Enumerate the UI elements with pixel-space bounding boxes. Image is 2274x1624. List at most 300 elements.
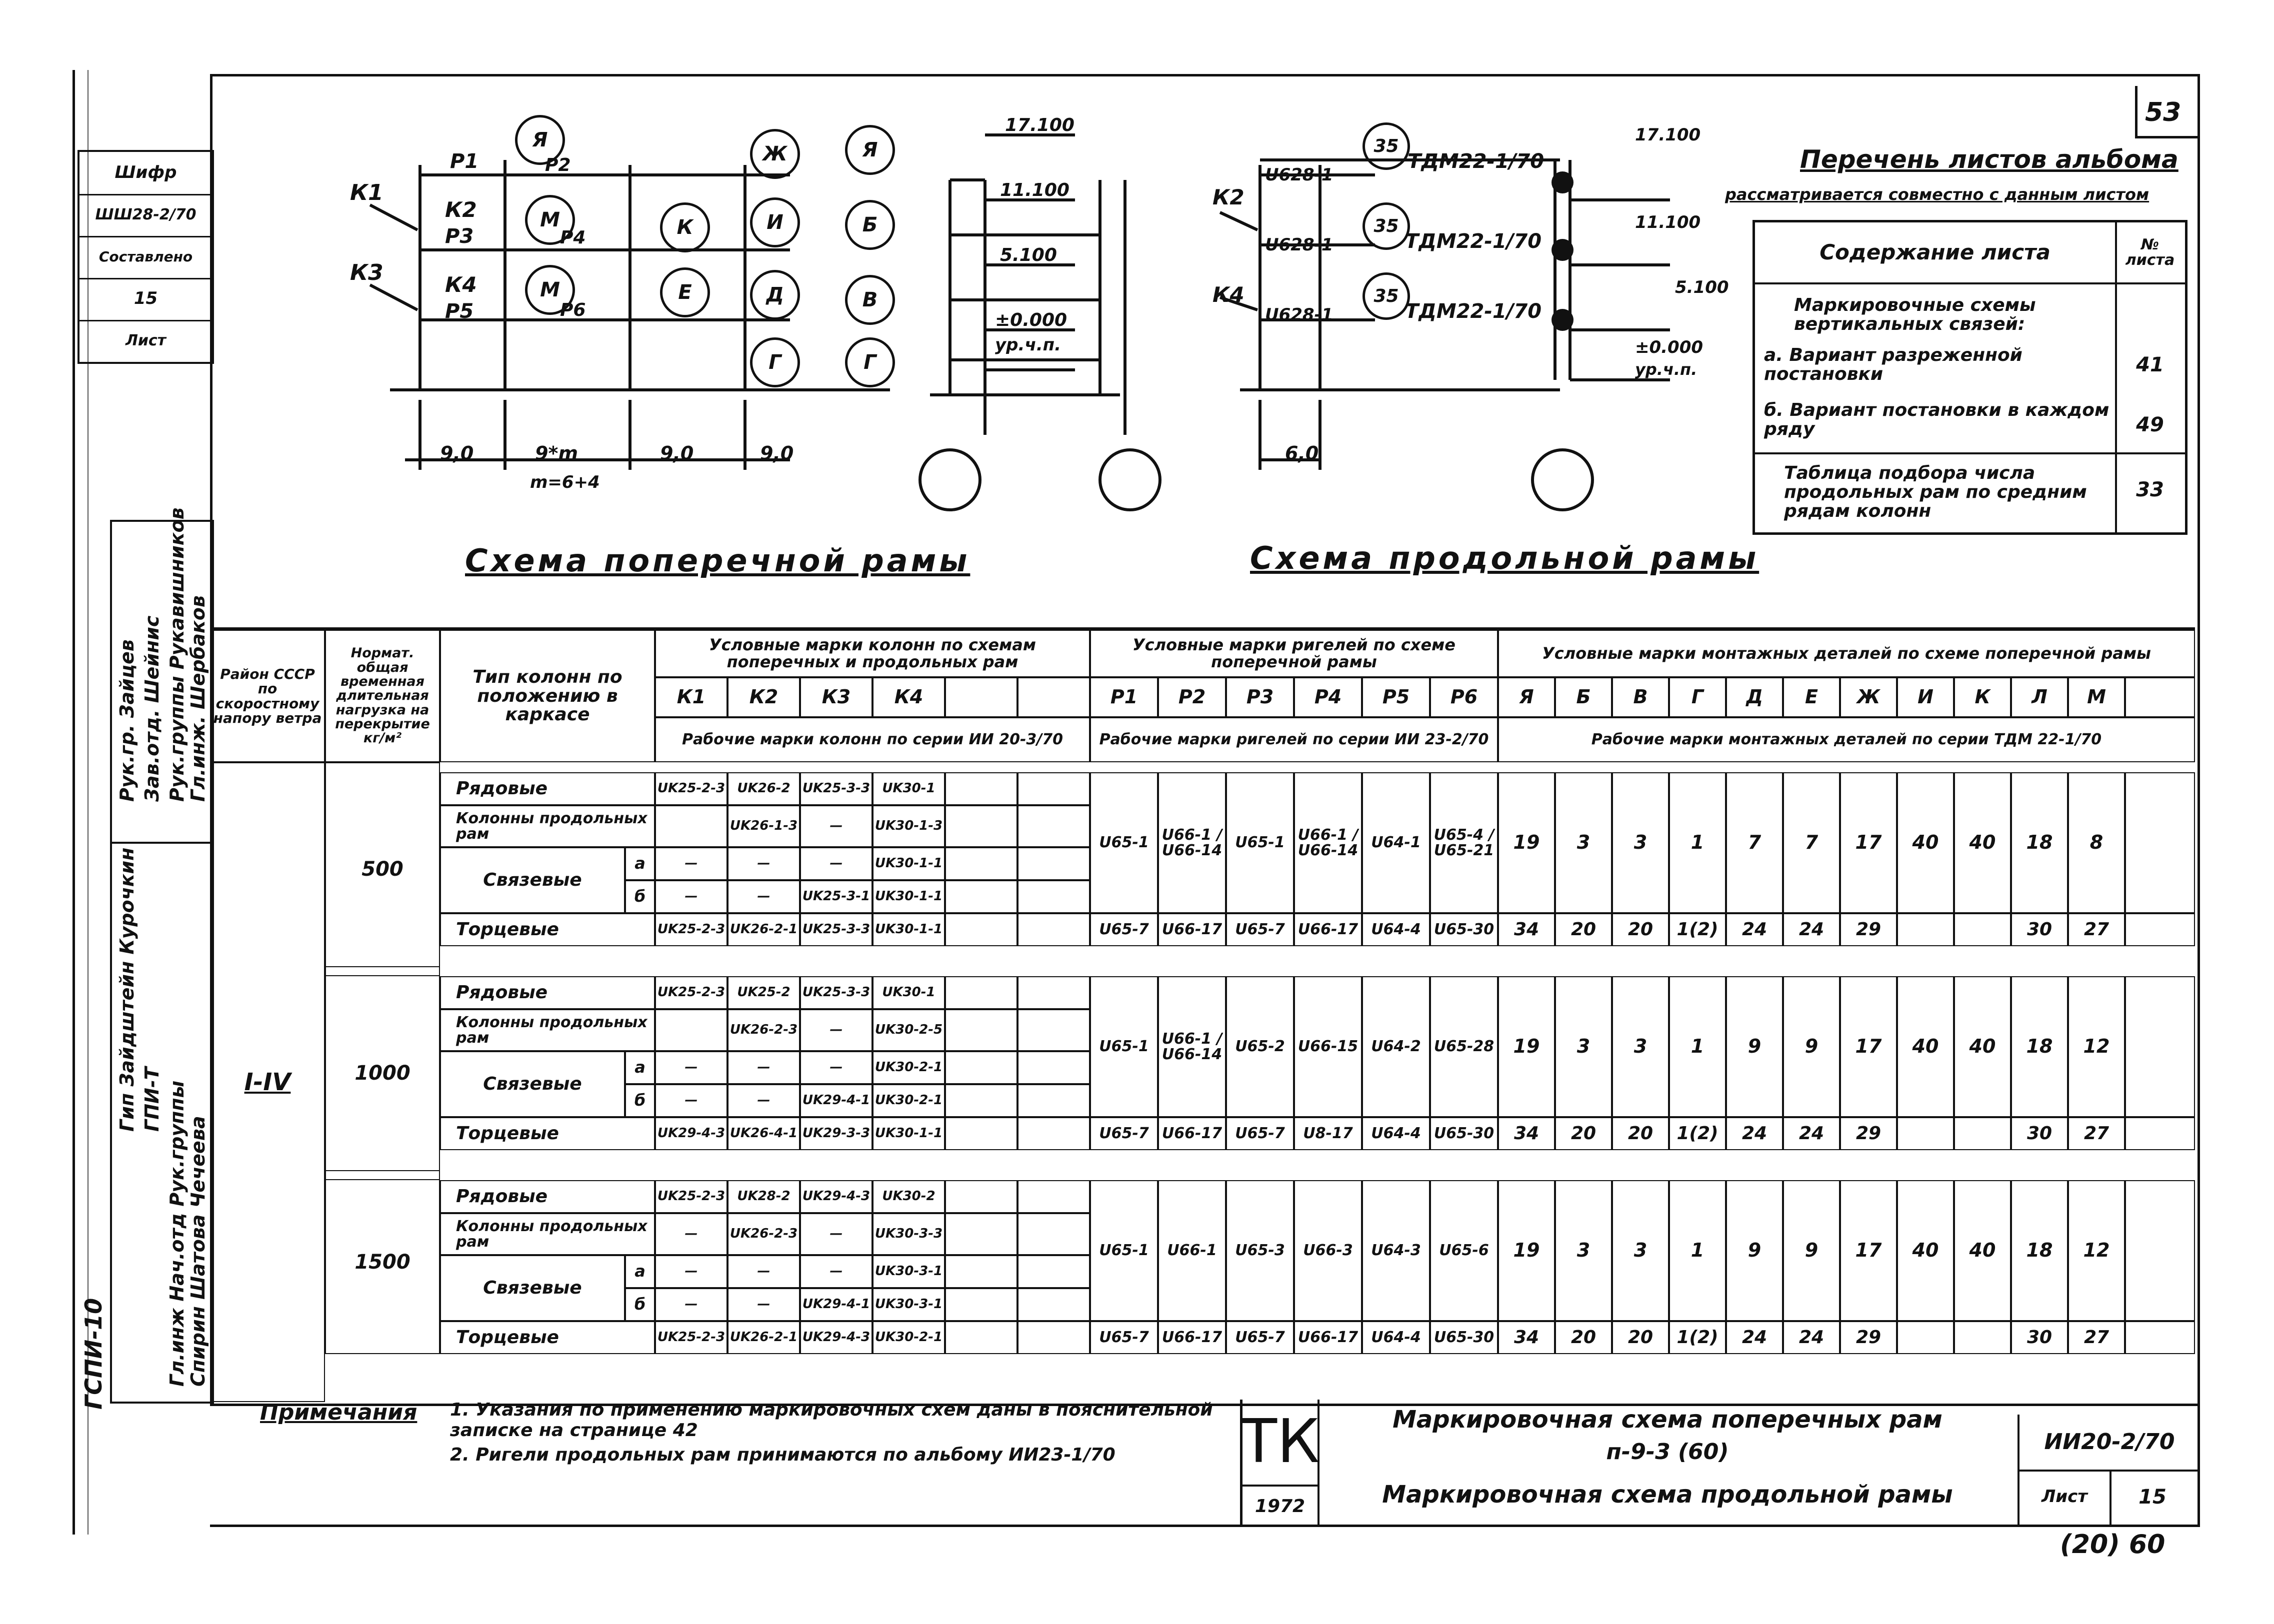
det-mark-5: Д (1726, 677, 1783, 717)
rig-end-1-3: U65-7 (1226, 913, 1294, 946)
region-cell: I-IV (210, 762, 325, 1402)
section-a-level-4: ±0.000 (995, 310, 1068, 330)
cross-label-k1: К1 (350, 180, 384, 205)
rig-end-1-5: U64-4 (1362, 913, 1430, 946)
rig-end-3-1: U65-7 (1090, 1321, 1158, 1354)
col-cell-spare-b-3-2 (1018, 1213, 1090, 1255)
long-level-2: 11.100 (1635, 212, 1701, 232)
node-circle-b: Б (845, 200, 895, 250)
det-end-2-8 (1897, 1117, 1954, 1150)
rig-main-2-4: U66-15 (1294, 976, 1362, 1117)
col-cell-1-5-1: UK25-2-3 (655, 913, 728, 946)
type-end-3: Торцевые (440, 1321, 655, 1354)
rig-end-3-5: U64-4 (1362, 1321, 1430, 1354)
node-circle-g2: Г (845, 337, 895, 387)
rig-main-1-3: U65-1 (1226, 772, 1294, 913)
rig-end-2-2: U66-17 (1158, 1117, 1226, 1150)
node-circle-v: В (845, 275, 895, 325)
col-cell-3-2-2: UK26-2-3 (728, 1213, 800, 1255)
col-cell-2-4-4: UK30-2-1 (872, 1084, 945, 1117)
det-end-3-8 (1897, 1321, 1954, 1354)
type-bracing-3: Связевые (440, 1255, 625, 1321)
type-bracing-b-2: б (625, 1084, 655, 1117)
index-row-3-num: 49 (2136, 413, 2164, 436)
rig-mark-4: Р4 (1294, 677, 1362, 717)
det-mark-3: В (1612, 677, 1669, 717)
rig-end-3-6: U65-30 (1430, 1321, 1498, 1354)
rig-end-3-2: U66-17 (1158, 1321, 1226, 1354)
type-bracing-2: Связевые (440, 1051, 625, 1117)
rig-main-2-5: U64-2 (1362, 976, 1430, 1117)
section-a-level-3: 5.100 (1000, 245, 1057, 265)
cross-label-p2: Р2 (545, 155, 571, 175)
det-end-3-9 (1954, 1321, 2011, 1354)
index-row-2: а. Вариант разреженной постановки (1764, 345, 2022, 384)
header-load: Нормат. общая временная длительная нагрузка на перекрытие кг/м² (325, 630, 440, 762)
col-cell-1-4-2: — (728, 880, 800, 913)
col-cell-1-2-4: UK30-1-3 (872, 805, 945, 847)
rig-end-2-4: U8-17 (1294, 1117, 1362, 1150)
rig-mark-5: Р5 (1362, 677, 1430, 717)
det-end-3-10: 30 (2011, 1321, 2068, 1354)
col-cell-2-1-2: UK25-2 (728, 976, 800, 1009)
col-cell-1-4-4: UK30-1-1 (872, 880, 945, 913)
rig-end-1-4: U66-17 (1294, 913, 1362, 946)
title-line-3: Маркировочная схема продольной рамы (1382, 1480, 1953, 1509)
col-cell-spare-b-3-5 (1018, 1321, 1090, 1354)
det-end-3-3: 20 (1612, 1321, 1669, 1354)
det-end-1-2: 20 (1555, 913, 1612, 946)
rig-end-2-6: U65-30 (1430, 1117, 1498, 1150)
rig-main-3-4: U66-3 (1294, 1180, 1362, 1321)
rig-main-2-1: U65-1 (1090, 976, 1158, 1117)
det-end-1-7: 29 (1840, 913, 1897, 946)
title-year: 1972 (1242, 1485, 1320, 1527)
det-end-2-5: 24 (1726, 1117, 1783, 1150)
rig-main-1-1: U65-1 (1090, 772, 1158, 913)
type-row-2: Рядовые (440, 976, 655, 1009)
det-end-3-4: 1(2) (1669, 1321, 1726, 1354)
node-circle-g1: Г (750, 337, 800, 387)
col-cell-3-4-4: UK30-3-1 (872, 1288, 945, 1321)
rig-end-2-1: U65-7 (1090, 1117, 1158, 1150)
col-cell-1-5-3: UK25-3-3 (800, 913, 872, 946)
title-block (1240, 1400, 2200, 1527)
det-mark-11: М (2068, 677, 2125, 717)
col-cell-2-3-1: — (655, 1051, 728, 1084)
binding-strip (72, 70, 75, 1535)
load-3: 1500 (325, 1170, 440, 1354)
det-end-1-10: 30 (2011, 913, 2068, 946)
det-main-1-1: 19 (1498, 772, 1555, 913)
stamp-line-5: Лист (125, 332, 166, 350)
stamp-line-1: Шифр (80, 152, 212, 195)
node-circle-m2: М (525, 265, 575, 315)
det-end-3-7: 29 (1840, 1321, 1897, 1354)
sheet-label: Лист (2018, 1470, 2112, 1525)
col-cell-3-2-3: — (800, 1213, 872, 1255)
det-main-3-6: 9 (1783, 1180, 1840, 1321)
rig-main-1-5: U64-1 (1362, 772, 1430, 913)
cross-label-p4: Р4 (560, 227, 586, 248)
long-level-1: 17.100 (1635, 125, 1701, 145)
rig-mark-3: Р3 (1226, 677, 1294, 717)
det-mark-6: Е (1783, 677, 1840, 717)
det-mark-10: Л (2011, 677, 2068, 717)
det-main-1-11: 8 (2068, 772, 2125, 913)
col-cell-3-3-2: — (728, 1255, 800, 1288)
col-cell-1-4-3: UK25-3-1 (800, 880, 872, 913)
rig-mark-6: Р6 (1430, 677, 1498, 717)
type-bracing-a-2: а (625, 1051, 655, 1084)
rig-main-3-1: U65-1 (1090, 1180, 1158, 1321)
type-bracing-a-3: а (625, 1255, 655, 1288)
signature-lower-4: Спирин Шатова Чечеева (187, 1116, 209, 1387)
node-circle-m1: М (525, 195, 575, 245)
signature-upper-3: Рук.группы Рукавишников (166, 507, 188, 802)
col-cell-2-5-4: UK30-1-1 (872, 1117, 945, 1150)
col-cell-2-1-3: UK25-3-3 (800, 976, 872, 1009)
det-main-1-9: 40 (1954, 772, 2011, 913)
col-cell-1-3-4: UK30-1-1 (872, 847, 945, 880)
col-mark-3: К3 (800, 677, 872, 717)
det-main-spare-3 (2125, 1180, 2195, 1321)
det-main-1-5: 7 (1726, 772, 1783, 913)
cross-dim-2: 9*m (535, 442, 578, 464)
col-cell-1-4-1: — (655, 880, 728, 913)
col-cell-2-2-4: UK30-2-5 (872, 1009, 945, 1051)
header-rig-work: Рабочие марки ригелей по серии ИИ 23-2/70 (1090, 717, 1498, 762)
type-bracing-b-1: б (625, 880, 655, 913)
node-circle-ya2: Я (845, 125, 895, 175)
notes-block (210, 1400, 1240, 1527)
det-main-1-8: 40 (1897, 772, 1954, 913)
col-cell-2-5-1: UK29-4-3 (655, 1117, 728, 1150)
det-end-spare-3 (2125, 1321, 2195, 1354)
index-row-4: Таблица подбора числа продольных рам по средним рядам колонн (1784, 463, 2087, 521)
col-cell-2-4-3: UK29-4-1 (800, 1084, 872, 1117)
signature-lower-2: ГПИ-Т (141, 1067, 163, 1132)
cross-label-p3: Р3 (445, 225, 474, 248)
type-bracing-a-1: а (625, 847, 655, 880)
det-end-2-4: 1(2) (1669, 1117, 1726, 1150)
det-main-3-2: 3 (1555, 1180, 1612, 1321)
col-cell-spare-b-1-5 (1018, 913, 1090, 946)
det-main-3-8: 40 (1897, 1180, 1954, 1321)
long-label-k4: К4 (1212, 282, 1244, 307)
det-end-2-1: 34 (1498, 1117, 1555, 1150)
rig-main-2-3: U65-2 (1226, 976, 1294, 1117)
col-cell-1-1-1: UK25-2-3 (655, 772, 728, 805)
type-long-3: Колонны продольных рам (440, 1213, 655, 1255)
col-cell-spare-b-1-1 (1018, 772, 1090, 805)
index-row-4-num: 33 (2136, 478, 2164, 501)
index-subtitle: рассматривается совместно с данным листом (1725, 185, 2150, 204)
note-1: 1. Указания по применению маркировочных схем даны в пояснительной записке на странице 42 (450, 1400, 1213, 1441)
index-col-content: Содержание листа (1755, 222, 2117, 284)
det-main-3-3: 3 (1612, 1180, 1669, 1321)
rig-end-1-1: U65-7 (1090, 913, 1158, 946)
stamp-line-4: 15 (80, 278, 212, 321)
load-1: 500 (325, 762, 440, 976)
index-row-1: Маркировочные схемы вертикальных связей: (1794, 295, 2036, 334)
stamp-line-3: Составлено (80, 236, 212, 279)
long-level-3: 5.100 (1675, 277, 1729, 297)
stamp-line-2: ШШ28-2/70 (80, 194, 212, 237)
rig-main-3-3: U65-3 (1226, 1180, 1294, 1321)
col-mark-spare-2 (1018, 677, 1090, 717)
col-cell-2-3-2: — (728, 1051, 800, 1084)
col-cell-spare-b-3-4 (1018, 1288, 1090, 1321)
det-end-3-6: 24 (1783, 1321, 1840, 1354)
det-main-spare-1 (2125, 772, 2195, 913)
index-col-num: № листа (2115, 222, 2185, 284)
detail-circle-35-2: 35 (1362, 202, 1410, 250)
header-cols: Условные марки колонн по схемам поперечных и продольных рам (655, 630, 1090, 677)
rig-end-3-4: U66-17 (1294, 1321, 1362, 1354)
col-cell-1-3-2: — (728, 847, 800, 880)
title-code: ИИ20-2/70 (2018, 1415, 2200, 1472)
index-row-3: б. Вариант постановки в каждом ряду (1764, 400, 2110, 439)
det-end-2-2: 20 (1555, 1117, 1612, 1150)
cross-label-k4: К4 (445, 272, 477, 297)
det-end-2-10: 30 (2011, 1117, 2068, 1150)
section-a-level-2: 11.100 (1000, 180, 1070, 200)
sheet-num: 15 (2138, 1486, 2166, 1509)
col-cell-2-3-4: UK30-2-1 (872, 1051, 945, 1084)
col-cell-spare-b-1-4 (1018, 880, 1090, 913)
long-label-r3: U628-1 (1265, 305, 1334, 325)
det-mark-9: К (1954, 677, 2011, 717)
rig-end-2-5: U64-4 (1362, 1117, 1430, 1150)
type-end-2: Торцевые (440, 1117, 655, 1150)
det-mark-spare (2125, 677, 2195, 717)
det-main-2-4: 1 (1669, 976, 1726, 1117)
det-end-1-5: 24 (1726, 913, 1783, 946)
det-main-3-10: 18 (2011, 1180, 2068, 1321)
section-a-level-1: 17.100 (1005, 115, 1074, 135)
rig-main-2-6: U65-28 (1430, 976, 1498, 1117)
det-end-3-1: 34 (1498, 1321, 1555, 1354)
col-cell-2-1-4: UK30-1 (872, 976, 945, 1009)
det-mark-7: Ж (1840, 677, 1897, 717)
det-mark-1: Я (1498, 677, 1555, 717)
signature-upper-2: Зав.отд. Шейнис (141, 615, 163, 802)
header-det-work: Рабочие марки монтажных деталей по серии ТДМ 22-1/70 (1498, 717, 2195, 762)
det-end-1-6: 24 (1783, 913, 1840, 946)
col-cell-3-3-4: UK30-3-1 (872, 1255, 945, 1288)
det-main-1-4: 1 (1669, 772, 1726, 913)
col-cell-1-2-2: UK26-1-3 (728, 805, 800, 847)
col-mark-spare-1 (945, 677, 1018, 717)
col-cell-1-1-2: UK26-2 (728, 772, 800, 805)
col-cell-3-4-1: — (655, 1288, 728, 1321)
det-main-2-11: 12 (2068, 976, 2125, 1117)
section-a-level-5: ур.ч.п. (995, 335, 1062, 355)
detail-circle-35-3: 35 (1362, 272, 1410, 320)
col-mark-1: К1 (655, 677, 728, 717)
col-cell-3-4-2: — (728, 1288, 800, 1321)
detail-circle-35-1: 35 (1362, 122, 1410, 170)
det-main-3-7: 17 (1840, 1180, 1897, 1321)
col-mark-2: К2 (728, 677, 800, 717)
col-cell-spare-a-2-3 (945, 1051, 1018, 1084)
col-cell-2-5-3: UK29-3-3 (800, 1117, 872, 1150)
long-mark-3: ТДМ22-1/70 (1405, 300, 1542, 323)
cross-dim-3: 9,0 (660, 442, 694, 464)
col-cell-3-2-1: — (655, 1213, 728, 1255)
col-cell-2-2-3: — (800, 1009, 872, 1051)
rig-main-3-6: U65-6 (1430, 1180, 1498, 1321)
det-end-2-7: 29 (1840, 1117, 1897, 1150)
node-circle-k: К (660, 202, 710, 252)
det-main-2-3: 3 (1612, 976, 1669, 1117)
marking-table (210, 627, 2195, 1402)
det-end-spare-2 (2125, 1117, 2195, 1150)
det-mark-4: Г (1669, 677, 1726, 717)
title-line-1: Маркировочная схема поперечных рам (1392, 1405, 1942, 1434)
signature-upper-1: Рук.гр. Зайцев (116, 639, 138, 802)
col-cell-1-5-2: UK26-2-1 (728, 913, 800, 946)
col-cell-3-1-3: UK29-4-3 (800, 1180, 872, 1213)
col-cell-2-5-2: UK26-4-1 (728, 1117, 800, 1150)
col-cell-3-5-1: UK25-2-3 (655, 1321, 728, 1354)
notes-label: Примечания (260, 1400, 418, 1425)
col-cell-spare-a-3-3 (945, 1255, 1018, 1288)
col-cell-spare-a-3-1 (945, 1180, 1018, 1213)
type-bracing-b-3: б (625, 1288, 655, 1321)
det-end-1-11: 27 (2068, 913, 2125, 946)
col-cell-spare-b-2-3 (1018, 1051, 1090, 1084)
det-end-3-5: 24 (1726, 1321, 1783, 1354)
col-cell-spare-a-2-4 (945, 1084, 1018, 1117)
col-cell-spare-b-2-2 (1018, 1009, 1090, 1051)
signature-upper-4: Гл.инж. Шербаков (187, 595, 209, 802)
col-cell-3-2-4: UK30-3-3 (872, 1213, 945, 1255)
signature-lower-1: Гип Зайдштейн Курочкин (116, 847, 138, 1132)
det-mark-2: Б (1555, 677, 1612, 717)
header-rig: Условные марки ригелей по схеме поперечной рамы (1090, 630, 1498, 677)
det-main-1-7: 17 (1840, 772, 1897, 913)
col-cell-spare-b-2-4 (1018, 1084, 1090, 1117)
col-cell-3-1-1: UK25-2-3 (655, 1180, 728, 1213)
col-cell-1-3-1: — (655, 847, 728, 880)
col-cell-spare-b-1-3 (1018, 847, 1090, 880)
type-long-1: Колонны продольных рам (440, 805, 655, 847)
long-frame-title: Схема продольной рамы (1250, 540, 1760, 576)
det-main-3-9: 40 (1954, 1180, 2011, 1321)
long-level-4: ±0.000 (1635, 337, 1704, 357)
col-cell-2-4-1: — (655, 1084, 728, 1117)
col-cell-spare-a-1-5 (945, 913, 1018, 946)
cross-dim-4: 9,0 (760, 442, 794, 464)
cross-label-k3: К3 (350, 260, 384, 285)
det-end-1-1: 34 (1498, 913, 1555, 946)
col-cell-spare-a-3-2 (945, 1213, 1018, 1255)
index-table (1752, 220, 2188, 535)
col-cell-spare-a-1-4 (945, 880, 1018, 913)
type-bracing-1: Связевые (440, 847, 625, 913)
rig-main-1-6: U65-4 / U65-21 (1430, 772, 1498, 913)
rig-end-1-6: U65-30 (1430, 913, 1498, 946)
det-main-3-5: 9 (1726, 1180, 1783, 1321)
rig-end-1-2: U66-17 (1158, 913, 1226, 946)
det-end-1-3: 20 (1612, 913, 1669, 946)
footer-numbers: (20) 60 (2060, 1530, 2166, 1560)
det-end-spare-1 (2125, 913, 2195, 946)
header-region: Район СССР по скоростному напору ветра (210, 630, 325, 762)
long-label-r1: U628-1 (1265, 165, 1334, 185)
signature-column (110, 507, 214, 1404)
rig-main-3-5: U64-3 (1362, 1180, 1430, 1321)
det-end-2-11: 27 (2068, 1117, 2125, 1150)
tk-logo: ТК (1242, 1400, 1320, 1485)
rig-main-1-2: U66-1 / U66-14 (1158, 772, 1226, 913)
det-main-2-10: 18 (2011, 976, 2068, 1117)
long-mark-1: ТДМ22-1/70 (1408, 150, 1544, 173)
cross-label-p6: Р6 (560, 300, 586, 320)
rig-end-3-3: U65-7 (1226, 1321, 1294, 1354)
node-circle-i: И (750, 197, 800, 247)
det-main-3-11: 12 (2068, 1180, 2125, 1321)
det-main-1-3: 3 (1612, 772, 1669, 913)
det-main-1-10: 18 (2011, 772, 2068, 913)
col-cell-spare-b-3-1 (1018, 1180, 1090, 1213)
node-circle-d: Д (750, 270, 800, 320)
det-end-2-6: 24 (1783, 1117, 1840, 1150)
rig-main-1-4: U66-1 / U66-14 (1294, 772, 1362, 913)
col-cell-3-1-4: UK30-2 (872, 1180, 945, 1213)
col-cell-2-1-1: UK25-2-3 (655, 976, 728, 1009)
col-cell-spare-b-3-3 (1018, 1255, 1090, 1288)
cross-label-p5: Р5 (445, 300, 474, 323)
col-cell-2-4-2: — (728, 1084, 800, 1117)
long-level-5: ур.ч.п. (1635, 360, 1698, 379)
det-main-3-4: 1 (1669, 1180, 1726, 1321)
rig-end-2-3: U65-7 (1226, 1117, 1294, 1150)
det-end-3-11: 27 (2068, 1321, 2125, 1354)
det-main-2-9: 40 (1954, 976, 2011, 1117)
node-circle-e: Е (660, 267, 710, 317)
long-label-r2: U628-1 (1265, 235, 1334, 255)
col-cell-3-5-4: UK30-2-1 (872, 1321, 945, 1354)
det-main-2-1: 19 (1498, 976, 1555, 1117)
col-cell-spare-a-2-5 (945, 1117, 1018, 1150)
det-main-2-5: 9 (1726, 976, 1783, 1117)
det-main-spare-2 (2125, 976, 2195, 1117)
signature-lower-3: Гл.инж Нач.отд Рук.группы (166, 1081, 188, 1387)
header-cols-work: Рабочие марки колонн по серии ИИ 20-3/70 (655, 717, 1090, 762)
title-line-2: п-9-3 (60) (1606, 1439, 1729, 1465)
col-cell-1-3-3: — (800, 847, 872, 880)
col-cell-spare-b-1-2 (1018, 805, 1090, 847)
col-cell-spare-a-1-3 (945, 847, 1018, 880)
header-type: Тип колонн по положению в каркасе (440, 630, 655, 762)
det-main-2-2: 3 (1555, 976, 1612, 1117)
col-cell-2-3-3: — (800, 1051, 872, 1084)
det-main-3-1: 19 (1498, 1180, 1555, 1321)
signature-divider (112, 842, 212, 844)
col-cell-spare-a-3-4 (945, 1288, 1018, 1321)
col-cell-3-5-3: UK29-4-3 (800, 1321, 872, 1354)
rig-main-2-2: U66-1 / U66-14 (1158, 976, 1226, 1117)
det-end-1-9 (1954, 913, 2011, 946)
det-end-3-2: 20 (1555, 1321, 1612, 1354)
long-label-k2: К2 (1212, 185, 1244, 209)
col-cell-3-3-3: — (800, 1255, 872, 1288)
page-number-box (2135, 86, 2198, 138)
col-cell-spare-a-3-5 (945, 1321, 1018, 1354)
